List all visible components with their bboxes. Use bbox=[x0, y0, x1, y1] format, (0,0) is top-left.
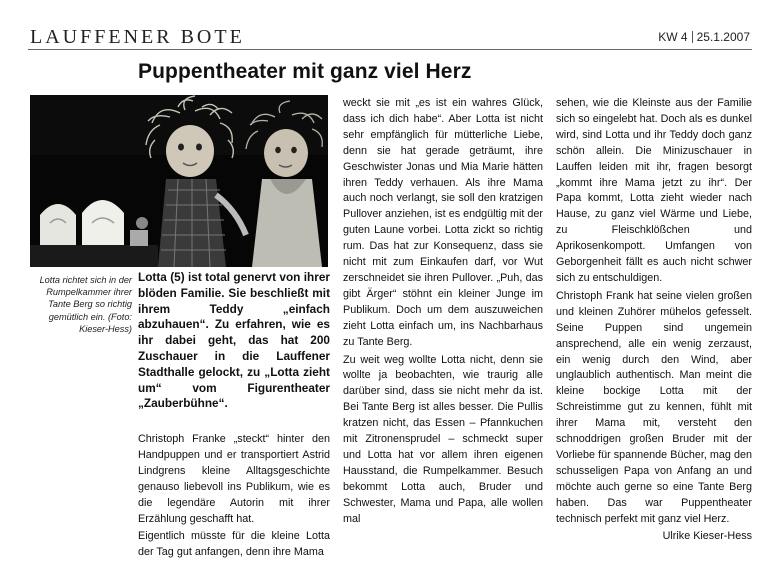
article-headline: Puppentheater mit ganz viel Herz bbox=[138, 60, 472, 83]
paragraph: Eigentlich müsste für die kleine Lotta der Tag gut anfangen, denn ihre Mama bbox=[138, 530, 330, 559]
body-column-1 bbox=[138, 432, 330, 563]
paragraph: Christoph Franke „steckt“ hinter den Handpuppen und er transportiert Astrid Lindgrens kleine Alltagsgeschichte genauso liebevoll ins Publikum, wie es die legendäre Autorin mit ihrer Erzählung geschafft hat. bbox=[138, 433, 330, 525]
issue-info bbox=[658, 30, 750, 44]
body-column-3 bbox=[556, 96, 752, 547]
masthead-title: LAUFFENER BOTE bbox=[30, 26, 245, 48]
article-lead: Lotta (5) ist total genervt von ihrer blöden Familie. Sie beschließt mit ihrem Teddy „einfach abzuhauen“. Zu erfahren, wie es ihr dabei geht, das hat 200 Zuschauer in die Lauffener Stadthalle gelockt, zu „Lotta zieht um“ vom Figurentheater „Zauberbühne“. bbox=[138, 270, 330, 411]
article-author: Ulrike Kieser-Hess bbox=[662, 530, 752, 543]
masthead-rule bbox=[28, 49, 752, 50]
paragraph: Christoph Frank hat seine vielen großen und kleinen Zuhörer mühelos gefesselt. Seine Puppen sind ungemein ansprechend, alle ein wenig zerzaust, ein wenig durch den Wind, aber unglaublich authentisch. Man meint die kleine bockige Lotta mit der Schreistimme gut zu kennen, fühlt mit ihrer Mama mit, versteht den schnoddrigen großen Bruder mit der Vorliebe für spannende Bücher, mag den schusseligen Papa von Anfang an und möchte auch gerne so eine Tante Berg haben. Das war Puppentheater technisch perfekt mit ganz viel Herz. bbox=[556, 289, 752, 525]
puppet-photo bbox=[30, 95, 328, 267]
issue-date: 25.1.2007 bbox=[696, 30, 750, 44]
issue-week: KW 4 bbox=[658, 30, 688, 44]
paragraph: weckt sie mit „es ist ein wahres Glück, dass ich dich habe“. Aber Lotta ist nicht sehr empfänglich für mütterliche Liebe, denn sie hat gerade geträumt, ihre Geschwister Jonas und Mia Marie hätten ihren Teddy verhauen. Als ihre Mama auch noch verlangt, sie soll den kratzigen Pullover anziehen, ist es endgültig mit der guten Laune vorbei. Lotta zickt so richtig rum. Das hat zur Konsequenz, dass sie nicht mit zum Einkaufen darf, vor Wut zerschneidet sie ihren Pullover. „Puh, das gibt Ärger“ stöhnt ein kleiner Junge im Publikum. Doch um dem auszuweichen zieht Lotta einfach um, ins Nachbarhaus zu Tante Berg. bbox=[343, 97, 543, 348]
puppet-photo-illustration bbox=[30, 95, 328, 267]
body-column-2 bbox=[343, 96, 543, 529]
issue-separator bbox=[692, 31, 693, 43]
paragraph: sehen, wie die Kleinste aus der Familie sich so eingelebt hat. Doch als es dunkel wird, sind Lotta und ihr Teddy doch ganz schön allein. Die Minizuschauer in Lauffen leiden mit ihr, fragen besorgt „kommt ihre Mama jetzt zu ihr“. Der Papa kommt, Lotta zieht wieder nach Hause, zu ganz viel Wärme und Liebe, zu Fleischklößchen und Aprikosenkompott. Umfangen von Geborgenheit fällt es auch nicht schwer sich zu entschuldigen. bbox=[556, 97, 752, 284]
paragraph: Zu weit weg wollte Lotta nicht, denn sie wollte ja beobachten, wie traurig alle darüber sind, dass sie nicht mehr da ist. Bei Tante Berg ist alles besser. Die Pullis kratzen nicht, das Essen – Pfannkuchen mit Zitronensprudel – schmeckt super und Lotta hat vor allem ihren eigenen Hausstand, die Rumpelkammer. Besuch bekommt Lotta auch, Bruder und Schwester, Mama und Papa, alle wollen mal bbox=[343, 353, 543, 525]
photo-caption: Lotta richtet sich in der Rumpelkammer ihrer Tante Berg so richtig gemütlich ein. (Foto: Kieser-Hess) bbox=[39, 275, 132, 334]
